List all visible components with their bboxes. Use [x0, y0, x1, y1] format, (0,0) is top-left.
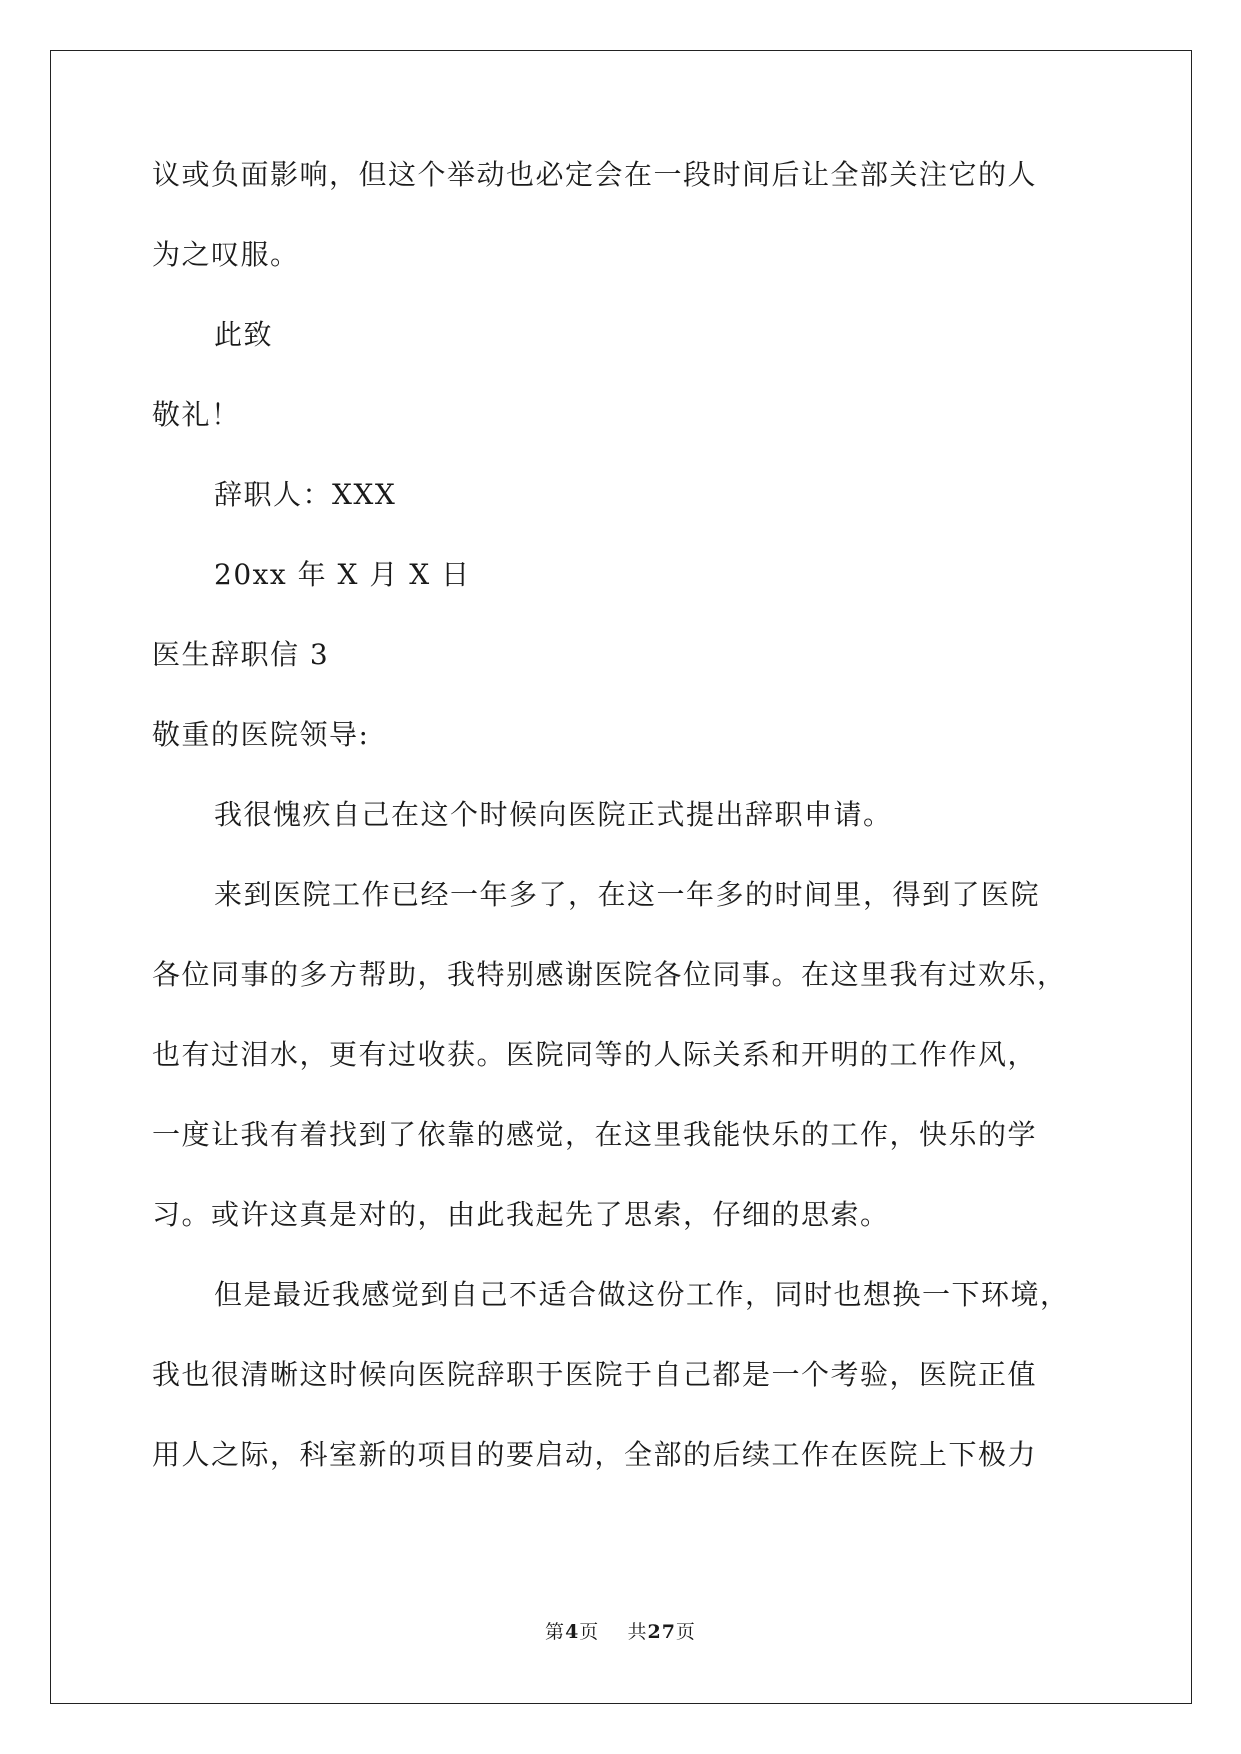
footer-mid: 页 共	[579, 1621, 648, 1643]
footer-suffix: 页	[675, 1621, 696, 1643]
greeting: 敬重的医院领导:	[152, 718, 370, 751]
body-line: 用人之际，科室新的项目的要启动，全部的后续工作在医院上下极力	[152, 1438, 1038, 1471]
body-line: 但是最近我感觉到自己不适合做这份工作，同时也想换一下环境，	[214, 1278, 1070, 1311]
body-line: 来到医院工作已经一年多了，在这一年多的时间里，得到了医院	[214, 878, 1041, 911]
section-title: 医生辞职信 3	[152, 638, 330, 671]
current-page-number: 4	[565, 1621, 580, 1643]
signer-name: 辞职人：XXX	[214, 478, 397, 511]
body-line: 议或负面影响，但这个举动也必定会在一段时间后让全部关注它的人	[152, 158, 1038, 191]
total-page-number: 27	[647, 1621, 676, 1643]
body-line: 我也很清晰这时候向医院辞职于医院于自己都是一个考验，医院正值	[152, 1358, 1038, 1391]
closing-regards: 敬礼！	[152, 398, 241, 431]
body-line: 我很愧疚自己在这个时候向医院正式提出辞职申请。	[214, 798, 893, 831]
closing-salutation: 此致	[214, 318, 274, 351]
page-footer	[0, 1620, 1241, 1644]
body-line: 各位同事的多方帮助，我特别感谢医院各位同事。在这里我有过欢乐，	[152, 958, 1067, 991]
body-line: 一度让我有着找到了依靠的感觉，在这里我能快乐的工作，快乐的学	[152, 1118, 1038, 1151]
body-line: 也有过泪水，更有过收获。医院同等的人际关系和开明的工作作风，	[152, 1038, 1038, 1071]
body-line: 习。或许这真是对的，由此我起先了思索，仔细的思索。	[152, 1198, 890, 1231]
body-line: 为之叹服。	[152, 238, 300, 271]
letter-date: 20xx 年 X 月 X 日	[214, 558, 471, 591]
footer-prefix: 第	[545, 1621, 566, 1643]
